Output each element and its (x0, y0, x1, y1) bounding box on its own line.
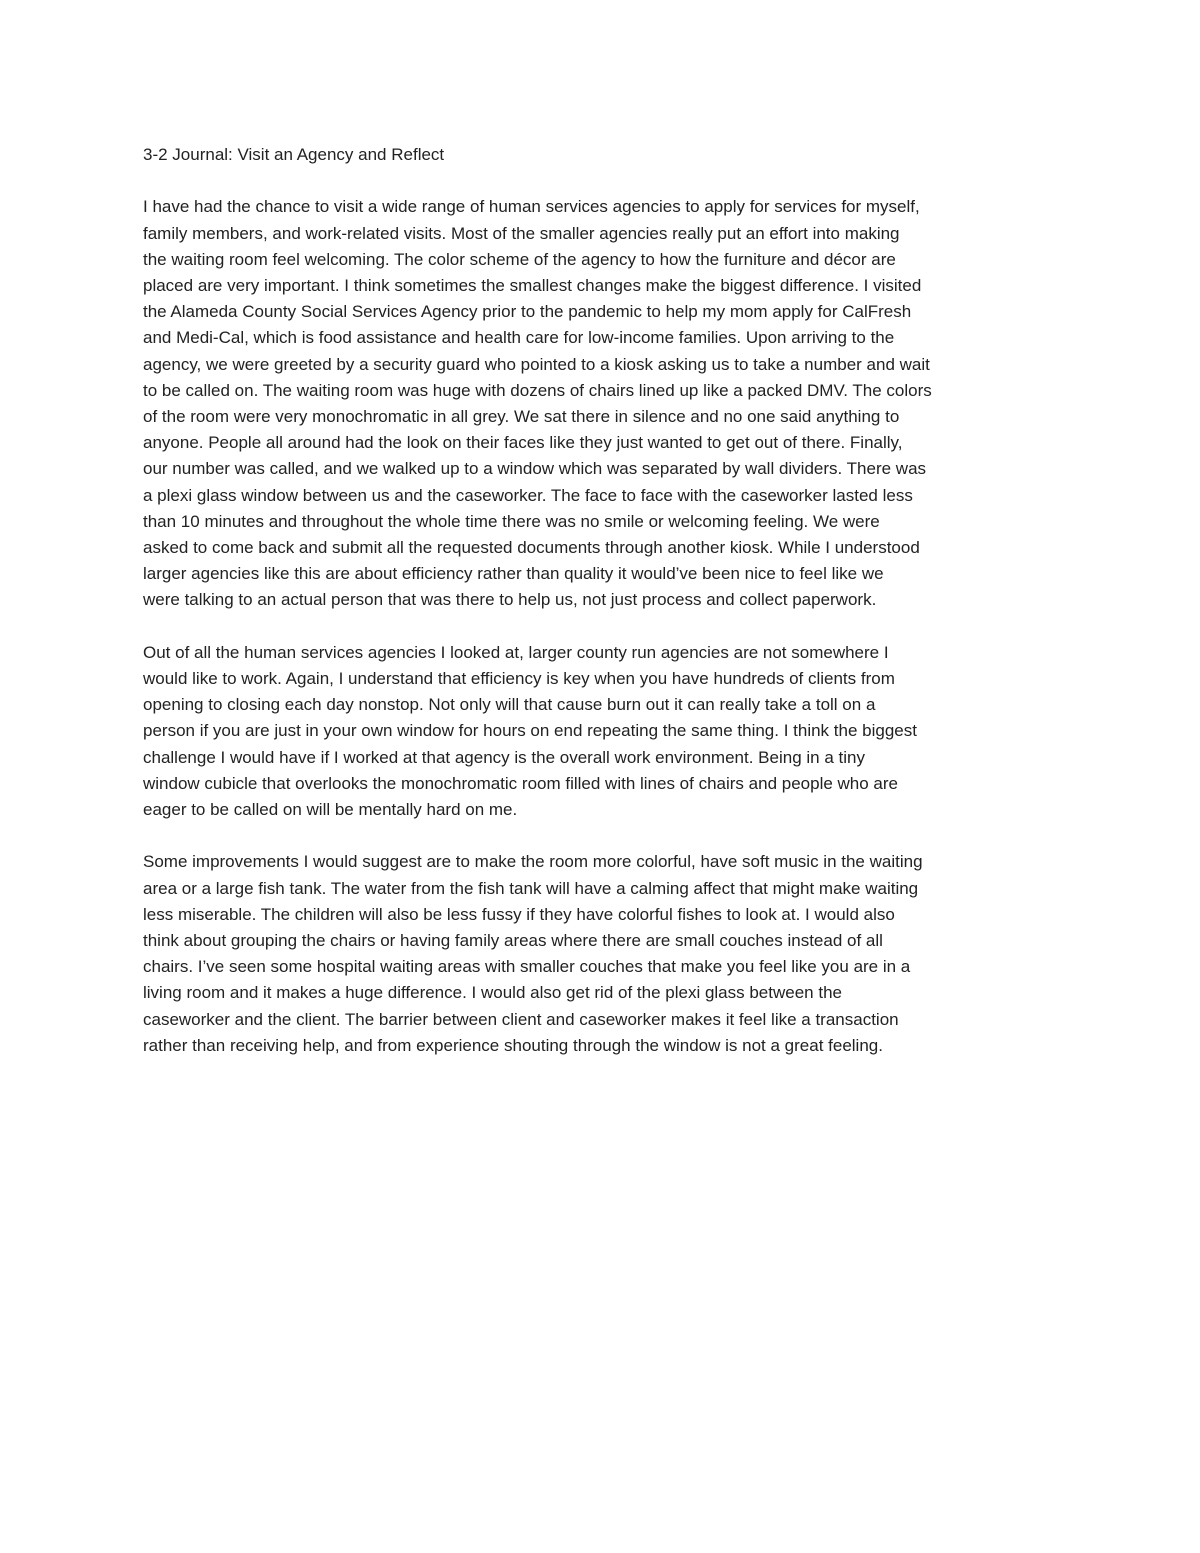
paragraph-line: window cubicle that overlooks the monochromatic room filled with lines of chairs and people who are (143, 773, 898, 793)
paragraph-3 (143, 849, 1063, 1059)
paragraph-line: of the room were very monochromatic in all grey. We sat there in silence and no one said anything to (143, 407, 900, 427)
paragraph-line: agency, we were greeted by a security guard who pointed to a kiosk asking us to take a number and wait (143, 354, 930, 374)
paragraph-line: think about grouping the chairs or having family areas where there are small couches instead of all (143, 931, 883, 951)
paragraph-line: family members, and work-related visits. Most of the smaller agencies really put an effort into making (143, 223, 900, 243)
paragraph-line: person if you are just in your own window for hours on end repeating the same thing. I think the biggest (143, 721, 917, 741)
paragraph-line: opening to closing each day nonstop. Not only will that cause burn out it can really take a toll on a (143, 695, 876, 715)
paragraph-line: were talking to an actual person that was there to help us, not just process and collect paperwork. (143, 590, 877, 610)
document-title: 3-2 Journal: Visit an Agency and Reflect (143, 145, 445, 164)
paragraph-line: asked to come back and submit all the requested documents through another kiosk. While I understood (143, 538, 920, 558)
paragraph-line: anyone. People all around had the look on their faces like they just wanted to get out of there. Finally, (143, 433, 903, 453)
paragraph-line: caseworker and the client. The barrier between client and caseworker makes it feel like a transaction (143, 1009, 899, 1029)
paragraph-line: chairs. I’ve seen some hospital waiting areas with smaller couches that make you feel like you are in a (143, 957, 911, 977)
paragraph-line: a plexi glass window between us and the caseworker. The face to face with the caseworker lasted less (143, 485, 913, 505)
paragraph-line: and Medi-Cal, which is food assistance and health care for low-income families. Upon arriving to the (143, 328, 895, 348)
paragraph-line: than 10 minutes and throughout the whole time there was no smile or welcoming feeling. We were (143, 511, 880, 531)
paragraph-line: area or a large fish tank. The water from the fish tank will have a calming affect that might make waiting (143, 878, 919, 898)
paragraph-line: eager to be called on will be mentally hard on me. (143, 800, 518, 820)
document-body (143, 142, 1063, 1085)
paragraph-line: rather than receiving help, and from experience shouting through the window is not a great feeling. (143, 1035, 883, 1055)
paragraph-line: our number was called, and we walked up to a window which was separated by wall dividers. There was (143, 459, 927, 479)
paragraph-line: to be called on. The waiting room was huge with dozens of chairs lined up like a packed DMV. The colors (143, 380, 932, 400)
paragraph-line: I have had the chance to visit a wide range of human services agencies to apply for services for myself, (143, 197, 920, 217)
paragraph-line: the Alameda County Social Services Agency prior to the pandemic to help my mom apply for CalFresh (143, 302, 912, 322)
paragraph-line: challenge I would have if I worked at that agency is the overall work environment. Being in a tiny (143, 747, 865, 767)
paragraph-line: less miserable. The children will also be less fussy if they have colorful fishes to look at. I would also (143, 904, 895, 924)
paragraph-line: Out of all the human services agencies I looked at, larger county run agencies are not somewhere I (143, 642, 889, 662)
paragraph-line: Some improvements I would suggest are to make the room more colorful, have soft music in the waiting (143, 852, 923, 872)
paragraph-line: living room and it makes a huge difference. I would also get rid of the plexi glass between the (143, 983, 842, 1003)
paragraph-line: placed are very important. I think sometimes the smallest changes make the biggest difference. I visited (143, 276, 922, 295)
paragraph-line: the waiting room feel welcoming. The color scheme of the agency to how the furniture and décor are (143, 249, 896, 269)
paragraph-2 (143, 640, 1063, 823)
paragraph-1 (143, 194, 1063, 613)
paragraph-line: larger agencies like this are about efficiency rather than quality it would’ve been nice to feel like we (143, 564, 884, 584)
paragraph-line: would like to work. Again, I understand that efficiency is key when you have hundreds of clients from (143, 669, 895, 689)
